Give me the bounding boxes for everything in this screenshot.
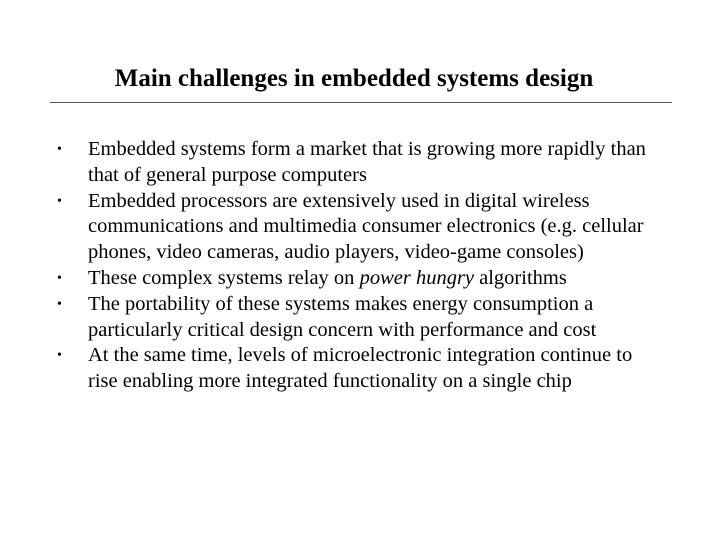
bullet-item-1 xyxy=(54,137,704,189)
bullet-text-after: algorithms xyxy=(474,266,567,289)
bullet-text xyxy=(88,293,596,341)
bullet-dot-icon: • xyxy=(57,296,62,312)
bullet-line: that of general purpose computers xyxy=(88,163,367,186)
bullet-text xyxy=(88,138,646,186)
bullet-item-5 xyxy=(54,343,704,395)
bullet-line: Embedded processors are extensively used in digital wireless xyxy=(88,189,590,212)
bullet-text-before: These complex systems relay on xyxy=(88,266,360,289)
bullet-line: The portability of these systems makes energy consumption a xyxy=(88,292,594,315)
bullet-line: particularly critical design concern with performance and cost xyxy=(88,318,597,341)
bullet-line: At the same time, levels of microelectronic integration continue to xyxy=(88,344,633,367)
bullet-dot-icon: • xyxy=(57,270,62,286)
bullet-dot-icon: • xyxy=(57,142,62,157)
title-divider xyxy=(50,102,672,103)
bullet-line: rise enabling more integrated functionality on a single chip xyxy=(88,370,572,393)
bullet-line: communications and multimedia consumer electronics (e.g. cellular xyxy=(88,215,644,238)
bullet-dot-icon: • xyxy=(57,348,62,364)
bullet-emphasis: power hungry xyxy=(359,266,475,289)
bullet-line: Embedded systems form a market that is growing more rapidly than xyxy=(88,138,646,160)
bullet-text xyxy=(88,267,567,289)
bullet-line: phones, video cameras, audio players, video-game consoles) xyxy=(88,241,584,264)
bullet-text xyxy=(88,190,644,264)
bullet-item-4 xyxy=(54,292,704,344)
bullet-text xyxy=(88,344,632,392)
bullet-dot-icon: • xyxy=(57,193,62,209)
bullet-list xyxy=(54,137,704,395)
bullet-item-2 xyxy=(54,189,704,266)
bullet-item-3 xyxy=(54,266,704,292)
slide-title: Main challenges in embedded systems design xyxy=(114,65,594,92)
